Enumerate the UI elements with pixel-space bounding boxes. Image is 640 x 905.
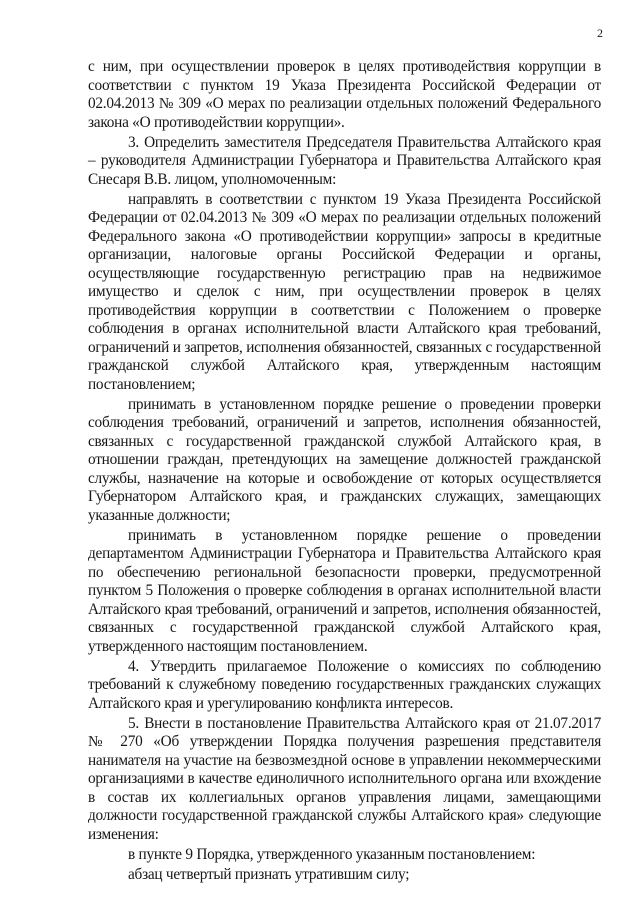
paragraph-item-3: 3. Определить заместителя Председателя Правительства Алтайского края – руководителя Администрации Губернатора и Правительства Алтайского края Снесаря В.В. лицом, уполномоченным:	[88, 133, 601, 188]
paragraph-point-9: в пункте 9 Порядка, утвержденного указанным постановлением:	[128, 845, 536, 863]
paragraph-fourth-abzac: абзац четвертый признать утратившим силу;	[128, 865, 410, 883]
paragraph-decide-check: принимать в установленном порядке решение о проведении проверки соблюдения требований, ограничений и запретов, исполнения обязанностей, связанных с государственной гражданской службой Алтайского края, в отношении граждан, претендующих на замещение должностей гражданской службы, назначение на которые и освобождение от которых осуществляется Губернатором Алтайского края, и гражданских служащих, замещающих указанные должности;	[88, 395, 601, 524]
paragraph-item-4: 4. Утвердить прилагаемое Положение о комиссиях по соблюдению требований к служебному поведению государственных гражданских служащих Алтайского края и урегулированию конфликта интересов.	[88, 657, 601, 712]
paragraph-decide-department-check: принимать в установленном порядке решение о проведении департаментом Администрации Губернатора и Правительства Алтайского края по обеспечению региональной безопасности проверки, предусмотренной пунктом 5 Положения о проверке соблюдения в органах исполнительной власти Алтайского края требований, ограничений и запретов, исполнения обязанностей, связанных с государственной гражданской службой Алтайского края, утвержденного настоящим постановлением.	[88, 526, 601, 655]
paragraph-item-5: 5. Внести в постановление Правительства Алтайского края от 21.07.2017 № 270 «Об утверждении Порядка получения разрешения представителя нанимателя на участие на безвозмездной основе в управлении некоммерческими организациями в качестве единоличного исполнительного органа или вхождение в состав их коллегиальных органов управления лицами, замещающими должности государственной гражданской службы Алтайского края» следующие изменения:	[88, 714, 601, 843]
paragraph-continuation: с ним, при осуществлении проверок в целях противодействия коррупции в соответствии с пунктом 19 Указа Президента Российской Федерации от 02.04.2013 № 309 «О мерах по реализации отдельных положений Федерального закона «О противодействии коррупции».	[88, 58, 601, 131]
document-body	[88, 58, 601, 886]
page-number: 2	[597, 26, 603, 40]
paragraph-direct-requests: направлять в соответствии с пунктом 19 Указа Президента Российской Федерации от 02.04.2013 № 309 «О мерах по реализации отдельных положений Федерального закона «О противодействии коррупции» запросы в кредитные организации, налоговые органы Российской Федерации и органы, осуществляющие государственную регистрацию прав на недвижимое имущество и сделок с ним, при осуществлении проверок в целях противодействия коррупции в соответствии с Положением о проверке соблюдения в органах исполнительной власти Алтайского края требований, ограничений и запретов, исполнения обязанностей, связанных с государственной гражданской службой Алтайского края, утвержденным настоящим постановлением;	[88, 190, 601, 393]
